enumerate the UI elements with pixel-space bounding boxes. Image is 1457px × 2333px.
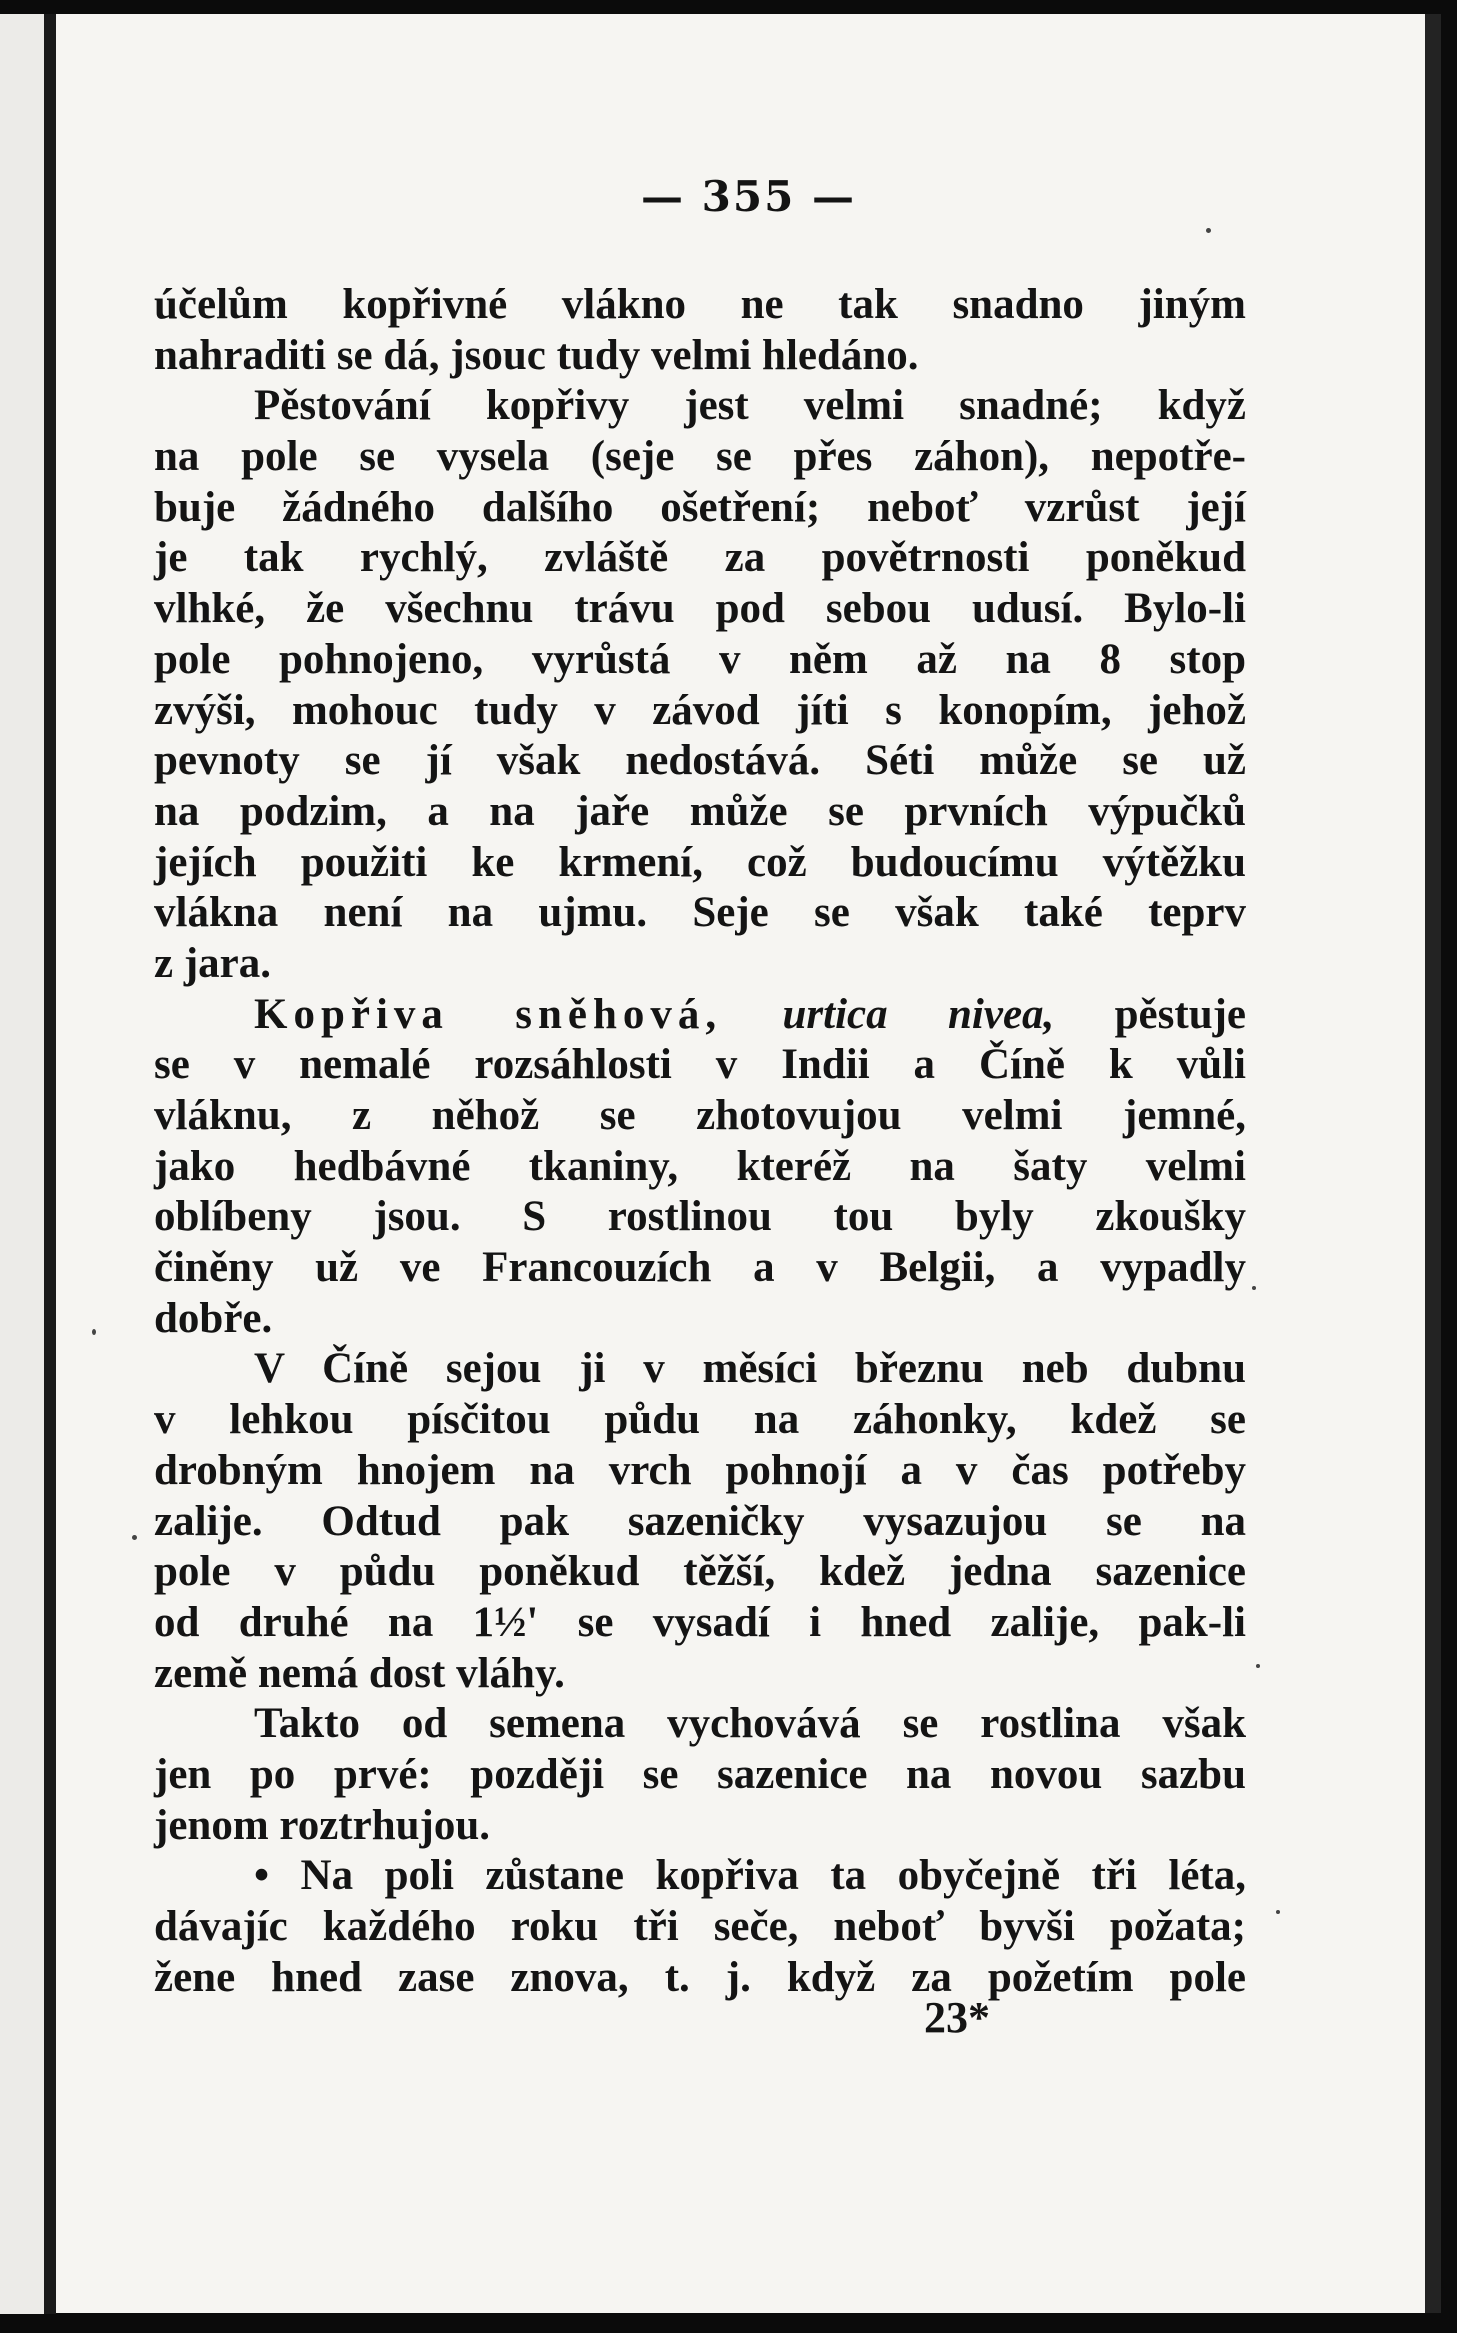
scan-speck — [1206, 228, 1211, 233]
previous-page-edge — [0, 14, 44, 2314]
text-line: • Na poli zůstane kopřiva ta obyčejně tři léta, — [254, 1852, 1246, 1900]
scan-speck — [132, 1535, 137, 1540]
text-line: zvýši, mohouc tudy v závod jíti s konopím, jehož — [154, 686, 1246, 734]
text-line: v lehkou písčitou půdu na záhonky, kdež se — [154, 1396, 1246, 1444]
text-line: nahraditi se dá, jsouc tudy velmi hledáno. — [154, 331, 919, 379]
text-line: z jara. — [154, 939, 271, 987]
text-line: pevnoty se jí však nedostává. Séti může se už — [154, 737, 1246, 785]
book-page — [56, 14, 1441, 2313]
text-line: jenom roztrhujou. — [154, 1801, 491, 1849]
text-line: žene hned zase znova, t. j. když za požetím pole — [154, 1953, 1246, 2001]
body-text — [154, 280, 1246, 2003]
text-line: zalije. Odtud pak sazeničky vysazujou se na — [154, 1497, 1246, 1545]
text-line: je tak rychlý, zvláště za povětrnosti poněkud — [154, 534, 1246, 582]
text-line: vláknu, z něhož se zhotovujou velmi jemné, — [154, 1092, 1246, 1139]
text-line: činěny už ve Francouzích a v Belgii, a vypadly — [154, 1244, 1246, 1292]
text-line: vlhké, že všechnu trávu pod sebou udusí. Bylo-li — [154, 585, 1246, 633]
text-line: V Číně sejou ji v měsíci březnu neb dubnu — [254, 1345, 1246, 1393]
text-line: pole v půdu poněkud těžší, kdež jedna sazenice — [154, 1548, 1246, 1596]
page-number-header: — 355 — — [641, 172, 856, 221]
text-line: dávajíc každého roku tři seče, neboť byvši požata; — [154, 1903, 1246, 1950]
kopriva-rest: pěstuje — [1114, 990, 1247, 1038]
text-line: Pěstování kopřivy jest velmi snadné; když — [254, 382, 1246, 430]
text-line: oblíbeny jsou. S rostlinou tou byly zkoušky — [154, 1193, 1246, 1241]
text-line: jejích použiti ke krmení, což budoucímu výtěžku — [154, 838, 1246, 886]
kopriva-heading-line — [154, 990, 1246, 1041]
signature-mark: 23* — [924, 1993, 990, 2042]
scan-speck — [1276, 1910, 1280, 1914]
text-line: jako hedbávné tkaniny, kteréž na šaty velmi — [154, 1142, 1246, 1190]
text-line: se v nemalé rozsáhlosti v Indii a Číně k vůli — [154, 1041, 1246, 1089]
text-line: účelům kopřivné vlákno ne tak snadno jiným — [154, 281, 1246, 328]
book-gutter — [44, 14, 56, 2314]
text-line: drobným hnojem na vrch pohnojí a v čas potřeby — [154, 1446, 1246, 1494]
text-line: dobře. — [154, 1294, 273, 1342]
text-line: země nemá dost vláhy. — [154, 1649, 565, 1697]
text-line: na pole se vysela (seje se přes záhon), nepotře- — [154, 433, 1246, 481]
latin-name: urtica nivea, — [782, 990, 1055, 1038]
page-edge-shadow — [1425, 14, 1441, 2313]
text-line: na podzim, a na jaře může se prvních výpučků — [154, 787, 1246, 835]
text-line: Takto od semena vychovává se rostlina však — [254, 1700, 1246, 1748]
scan-speck — [1252, 1286, 1256, 1290]
scan-speck — [1256, 1664, 1260, 1668]
text-line: jen po prvé: později se sazenice na novou sazbu — [154, 1750, 1246, 1798]
text-line: vlákna není na ujmu. Seje se však také teprv — [154, 889, 1246, 937]
kopriva-term: Kopřiva sněhová, — [254, 990, 723, 1038]
text-line: od druhé na 1½' se vysadí i hned zalije, pak-li — [154, 1598, 1246, 1646]
scan-speck — [92, 1329, 96, 1335]
text-line: buje žádného dalšího ošetření; neboť vzrůst její — [154, 483, 1246, 531]
text-line: pole pohnojeno, vyrůstá v něm až na 8 stop — [154, 635, 1246, 683]
